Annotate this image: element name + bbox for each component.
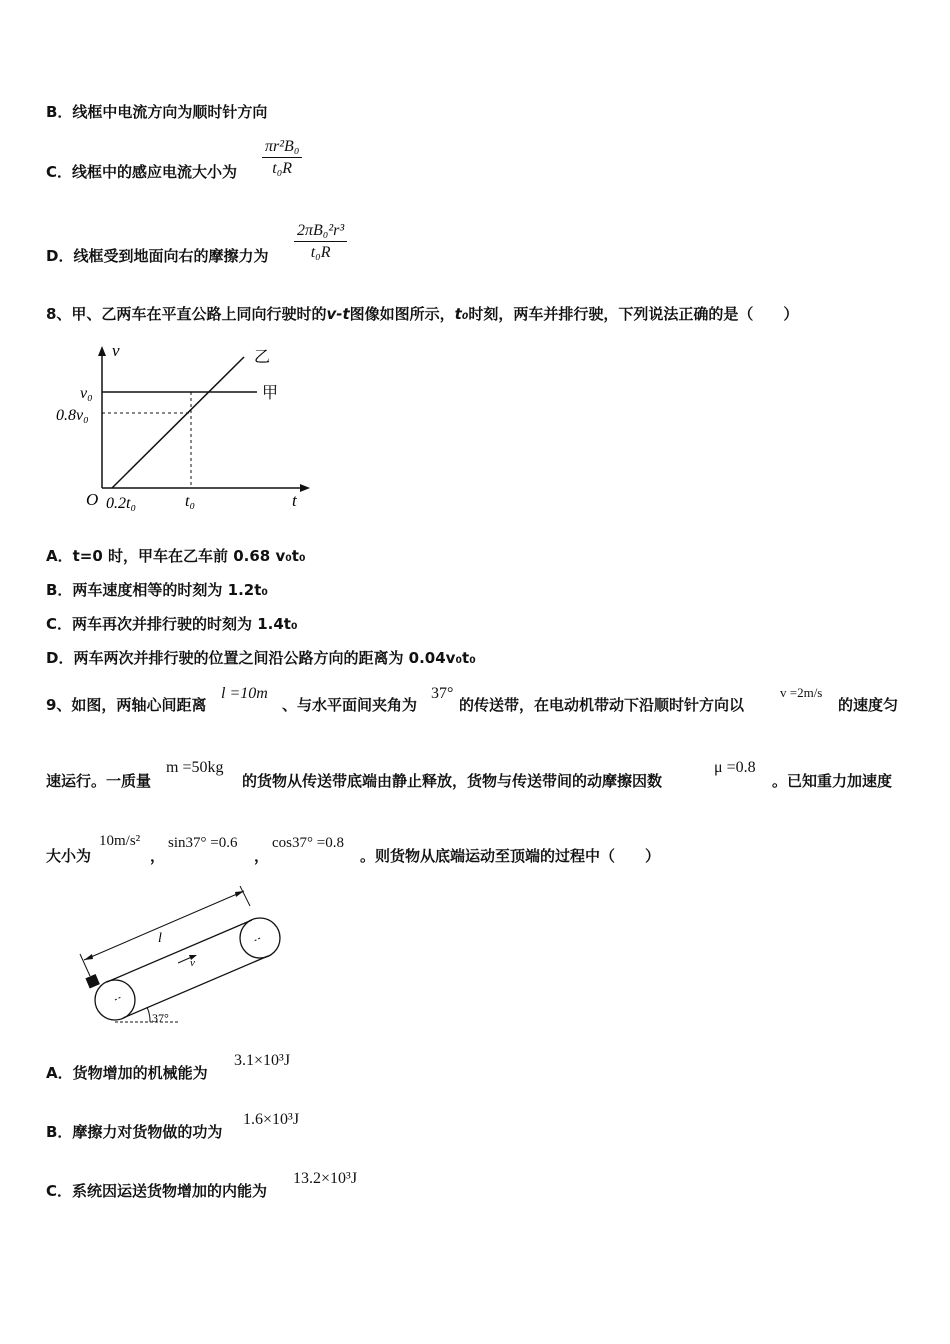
- q9-line3-a: 大小为: [46, 847, 92, 865]
- label-angle: 37°: [152, 1011, 169, 1025]
- q8-option-b: B．两车速度相等的时刻为 1.2t₀: [46, 581, 268, 599]
- origin-label: O: [86, 490, 99, 509]
- q9-line2-c: 。已知重力加速度: [772, 772, 893, 790]
- q9-math-sin: sin37° =0.6: [168, 835, 238, 851]
- q9-line1-c: 的传送带，在电动机带动下沿顺时针方向以: [459, 696, 745, 714]
- q9-option-c-text: C．系统因运送货物增加的内能为: [46, 1182, 268, 1200]
- q7-option-c-denominator: t₀R: [272, 160, 293, 177]
- q7-option-d-numerator: 2πB₀²r³: [294, 222, 347, 242]
- q7-option-d-text: D．线框受到地面向右的摩擦力为: [46, 247, 269, 265]
- axis-v-label: v: [112, 341, 120, 360]
- label-yi: 乙: [254, 347, 271, 366]
- q9-option-b-value: 1.6×10³J: [243, 1111, 300, 1128]
- q9-option-c-value: 13.2×10³J: [293, 1170, 358, 1187]
- q9-option-a-text: A．货物增加的机械能为: [46, 1064, 208, 1082]
- q9-conveyor-figure: [70, 880, 290, 1030]
- label-jia: 甲: [262, 383, 279, 402]
- q8-stem-part-b: 图像如图所示，: [349, 305, 455, 323]
- tick-t0: t₀: [185, 493, 196, 510]
- line-yi: [112, 357, 244, 488]
- q7-option-c-numerator: πr²B₀: [262, 138, 302, 158]
- q9-math-mu: μ =0.8: [714, 759, 756, 776]
- q8-option-d: D．两车两次并排行驶的位置之间沿公路方向的距离为 0.04v₀t₀: [46, 649, 476, 667]
- q9-math-angle: 37°: [431, 685, 454, 702]
- q9-line2-a: 速运行。一质量: [46, 772, 152, 790]
- q7-option-b: B．线框中电流方向为顺时针方向: [46, 103, 268, 121]
- q7-option-c-text: C．线框中的感应电流大小为: [46, 163, 238, 181]
- angle-arc: [147, 1007, 150, 1022]
- q9-line1-a: 9、如图，两轴心间距离: [46, 696, 207, 714]
- length-dimension-line: [84, 891, 244, 960]
- tick-08v0: 0.8v₀: [56, 407, 89, 424]
- q8-stem-part-c: 时刻，两车并排行驶，下列说法正确的是（ ）: [468, 305, 799, 323]
- length-arrow-right-icon: [235, 891, 244, 897]
- q7-option-d-denominator: t₀R: [310, 244, 331, 261]
- q9-line3-b: 。则货物从底端运动至顶端的过程中（ ）: [360, 847, 661, 865]
- axis-t-label: t: [292, 491, 297, 510]
- v-axis-arrow-icon: [98, 346, 106, 356]
- q9-line1-b: 、与水平面间夹角为: [282, 696, 418, 714]
- q8-stem-t0: t₀: [454, 305, 469, 323]
- q9-line2-b: 的货物从传送带底端由静止释放，货物与传送带间的动摩擦因数: [242, 772, 663, 790]
- q8-stem-vt: v-t: [326, 305, 350, 323]
- q9-option-a-value: 3.1×10³J: [234, 1052, 291, 1069]
- q8-stem-part-a: 8、甲、乙两车在平直公路上同向行驶时的: [46, 305, 327, 323]
- q7-option-d-fraction: [294, 222, 347, 262]
- q8-option-c: C．两车再次并排行驶的时刻为 1.4t₀: [46, 615, 298, 633]
- q8-vt-graph: [52, 340, 322, 520]
- q8-option-a: A．t=0 时，甲车在乙车前 0.68 v₀t₀: [46, 547, 306, 565]
- q9-math-v: v =2m/s: [780, 685, 823, 700]
- t-axis-arrow-icon: [300, 484, 310, 492]
- q9-math-cos: cos37° =0.8: [272, 835, 344, 851]
- length-arrow-left-icon: [84, 954, 93, 960]
- cargo-box: [85, 974, 99, 988]
- q9-math-l: l =10m: [221, 685, 268, 702]
- q7-option-c-fraction: [262, 138, 302, 178]
- q9-line1-d: 的速度匀: [838, 696, 899, 714]
- q9-math-m: m =50kg: [166, 759, 224, 776]
- q9-option-b-text: B．摩擦力对货物做的功为: [46, 1123, 223, 1141]
- label-l: l: [158, 931, 162, 946]
- tick-02t0: 0.2t₀: [106, 495, 137, 512]
- q8-stem: [46, 304, 798, 324]
- tick-v0: v₀: [80, 385, 93, 402]
- q9-sep1: ，: [150, 847, 166, 865]
- q9-math-g: 10m/s²: [99, 833, 141, 849]
- label-v: v: [190, 957, 195, 969]
- q9-sep2: ，: [254, 847, 270, 865]
